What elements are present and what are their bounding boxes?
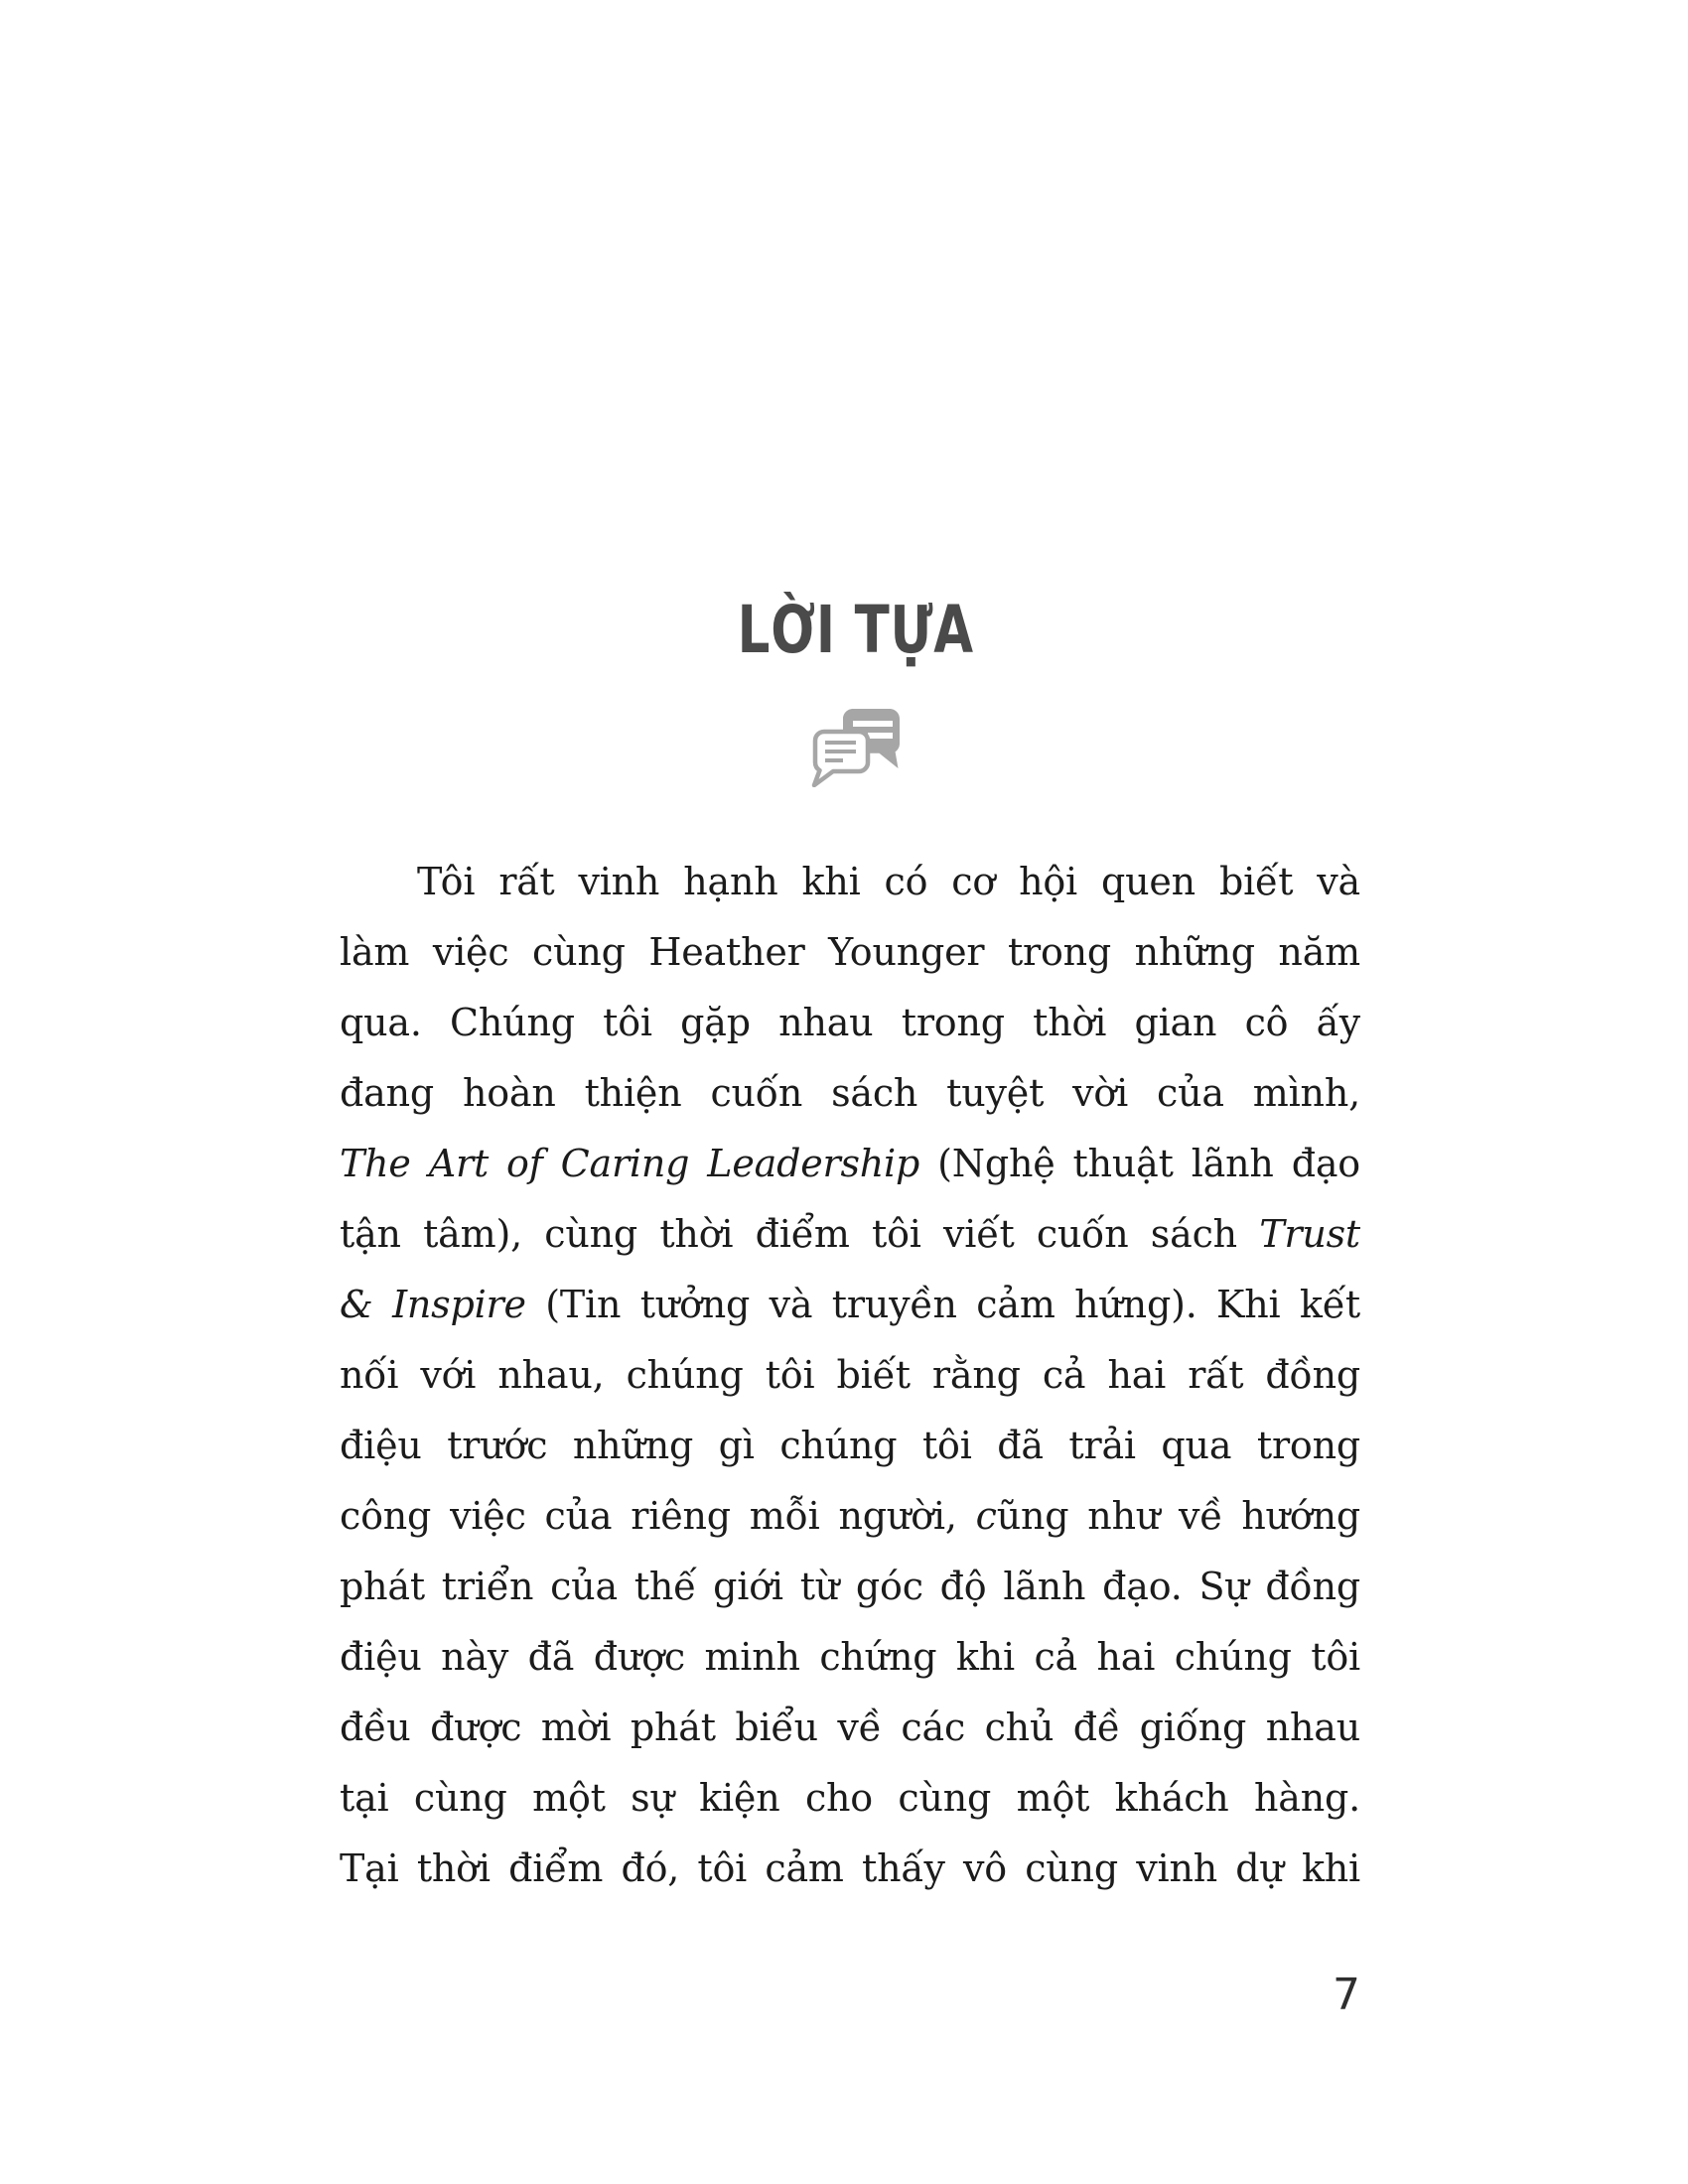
paragraph-line	[340, 1199, 1360, 1270]
front-bubble-line-3	[825, 758, 843, 762]
paragraph-line	[340, 1552, 1360, 1622]
paragraph-line	[340, 1622, 1360, 1693]
text-run: (Tin tưởng và truyền cảm hứng). Khi kết	[525, 1283, 1360, 1326]
text-run: công việc của riêng mỗi người,	[340, 1494, 976, 1538]
text-run: đều được mời phát biểu về các chủ đề giống nhau	[340, 1706, 1360, 1749]
paragraph-line	[340, 847, 1360, 917]
text-run: (Nghệ thuật lãnh đạo	[919, 1142, 1360, 1185]
paragraph-line	[340, 1834, 1360, 1904]
paragraph-line	[340, 1481, 1360, 1552]
front-bubble-line-2	[825, 750, 856, 753]
text-run: phát triển của thế giới từ góc độ lãnh đạo. Sự đồng	[340, 1565, 1360, 1608]
text-run-italic: Trust	[1259, 1212, 1360, 1256]
text-run: điệu trước những gì chúng tôi đã trải qua trong	[340, 1424, 1360, 1467]
chat-bubbles-icon	[807, 706, 903, 787]
back-bubble-line-2	[868, 733, 893, 739]
text-run-italic: The Art of Caring Leadership	[340, 1142, 920, 1185]
text-run: điệu này đã được minh chứng khi cả hai chúng tôi	[340, 1635, 1360, 1679]
paragraph-line	[340, 917, 1360, 988]
page-title	[0, 592, 1688, 669]
text-run-italic: & Inspire	[340, 1283, 526, 1326]
front-bubble-line-1	[825, 741, 856, 745]
paragraph-line	[340, 1129, 1360, 1199]
paragraph-line	[340, 1411, 1360, 1481]
text-run: đang hoàn thiện cuốn sách tuyệt vời của mình,	[340, 1071, 1360, 1115]
text-run: Tôi rất vinh hạnh khi có cơ hội quen biết và	[417, 860, 1360, 903]
paragraph-line	[340, 1058, 1360, 1129]
preface-paragraph	[340, 847, 1360, 1904]
text-run: Tại thời điểm đó, tôi cảm thấy vô cùng vinh dự khi	[340, 1846, 1360, 1890]
page-number: 7	[1333, 1970, 1360, 2020]
back-bubble-line-1	[853, 721, 893, 727]
text-run: nối với nhau, chúng tôi biết rằng cả hai rất đồng	[340, 1353, 1360, 1397]
paragraph-line	[340, 988, 1360, 1058]
text-run: làm việc cùng Heather Younger trong những năm	[340, 930, 1360, 974]
text-run: qua. Chúng tôi gặp nhau trong thời gian cô ấy	[340, 1001, 1360, 1044]
paragraph-line	[340, 1270, 1360, 1340]
paragraph-line	[340, 1693, 1360, 1763]
text-run: ũng như về hướng	[996, 1494, 1360, 1538]
page-title-text: LỜI TỰA	[737, 592, 975, 669]
text-run-italic: c	[975, 1494, 997, 1538]
paragraph-line	[340, 1340, 1360, 1411]
paragraph-line	[340, 1763, 1360, 1834]
text-run: tại cùng một sự kiện cho cùng một khách hàng.	[340, 1776, 1360, 1820]
text-run: tận tâm), cùng thời điểm tôi viết cuốn sách	[340, 1212, 1260, 1256]
